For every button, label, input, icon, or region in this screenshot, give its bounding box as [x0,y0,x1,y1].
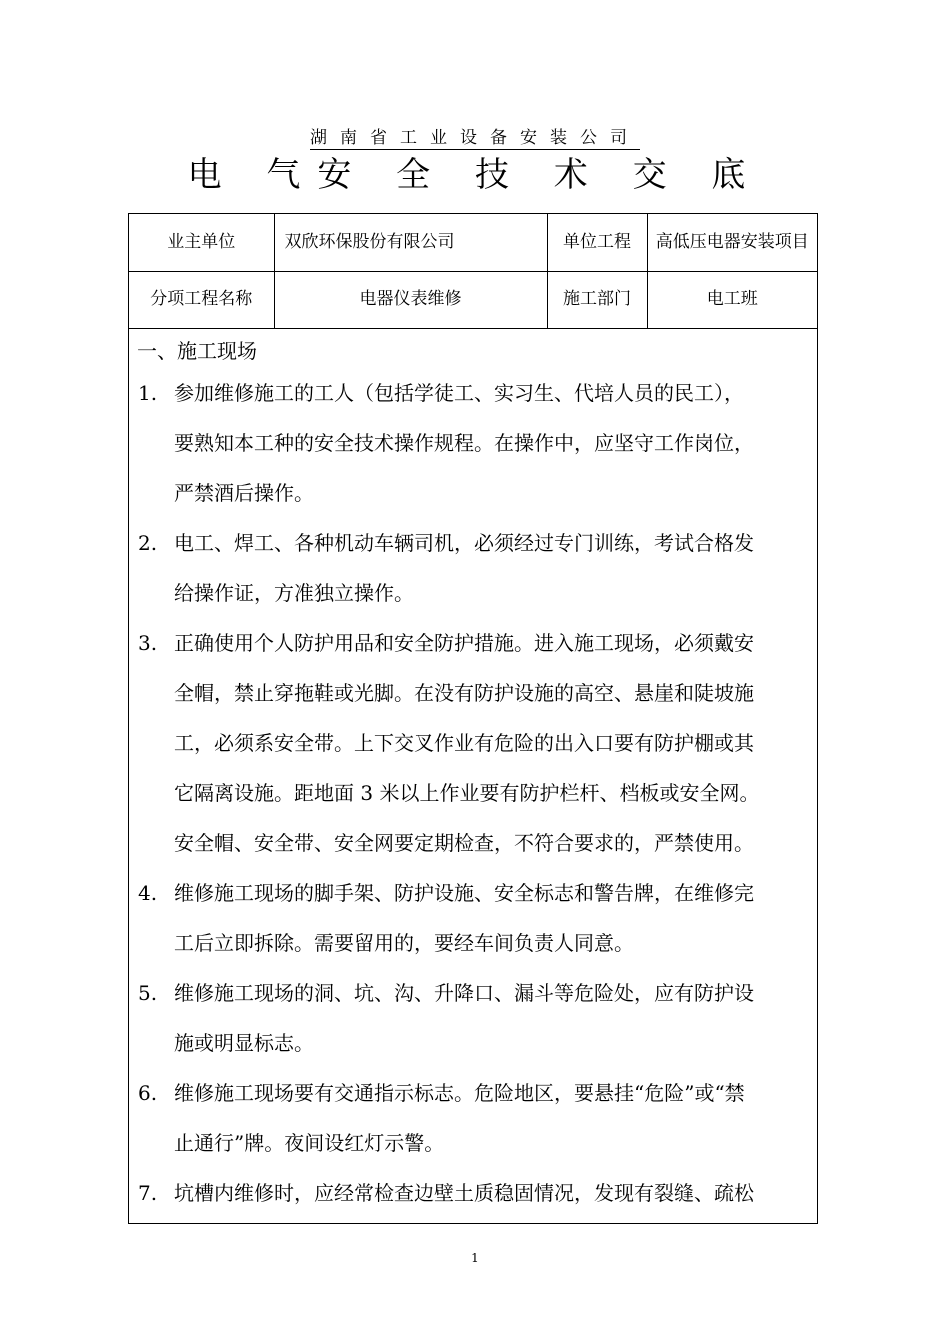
item-text-line: 工后立即拆除。需要留用的，要经车间负责人同意。 [174,931,634,955]
item-text-line: 维修施工现场要有交通指示标志。危险地区，要悬挂“危险”或“禁 [174,1081,745,1105]
item-text-line: 安全帽、安全带、安全网要定期检查，不符合要求的，严禁使用。 [174,831,754,855]
item-text-line: 正确使用个人防护用品和安全防护措施。进入施工现场，必须戴安 [174,631,754,655]
item-text-line: 参加维修施工的工人（包括学徒工、实习生、代培人员的民工）， [174,381,744,405]
unit-project-value: 高低压电器安装项目 [647,214,817,271]
item-number: 4. [138,881,158,905]
item-text-line: 要熟知本工种的安全技术操作规程。在操作中，应坚守工作岗位， [174,431,754,455]
unit-project-label: 单位工程 [547,214,647,271]
item-text-line: 全帽，禁止穿拖鞋或光脚。在没有防护设施的高空、悬崖和陡坡施 [174,681,754,705]
disclosure-form [128,213,818,1224]
department-label: 施工部门 [547,271,647,328]
disclosure-body [129,328,817,1218]
item-number: 2. [138,531,158,555]
item-text-line: 给操作证，方准独立操作。 [174,581,414,605]
info-row-subproject [129,271,817,328]
item-text-line: 维修施工现场的洞、坑、沟、升降口、漏斗等危险处，应有防护设 [174,981,754,1005]
list-item [129,518,817,618]
item-number: 3. [138,631,158,655]
item-number: 6. [138,1081,158,1105]
section-title: 一、施工现场 [137,339,257,363]
list-item [129,618,817,868]
list-item [129,1068,817,1168]
sub-project-value: 电器仪表维修 [274,271,547,328]
list-item [129,868,817,968]
item-text-line: 它隔离设施。距地面 3 米以上作业要有防护栏杆、档板或安全网。 [174,781,760,805]
page-number: 1 [471,1251,479,1265]
item-text-line: 止通行”牌。夜间设红灯示警。 [174,1131,445,1155]
item-number: 5. [138,981,158,1005]
document-title: 电 气安 全 技 术 交 底 [187,155,763,195]
item-text-line: 严禁酒后操作。 [174,481,314,505]
list-item [129,368,817,518]
item-text-line: 施或明显标志。 [174,1031,314,1055]
item-text-line: 工，必须系安全带。上下交叉作业有危险的出入口要有防护棚或其 [174,731,754,755]
item-text-line: 坑槽内维修时，应经常检查边壁土质稳固情况，发现有裂缝、疏松 [174,1181,754,1205]
item-number: 7. [138,1181,158,1205]
company-name: 湖南省工业设备安装公司 [310,128,640,148]
info-table [129,214,817,329]
item-text-line: 维修施工现场的脚手架、防护设施、安全标志和警告牌，在维修完 [174,881,754,905]
owner-value: 双欣环保股份有限公司 [274,214,547,271]
info-row-owner [129,214,817,271]
sub-project-label: 分项工程名称 [129,271,274,328]
item-text-line: 电工、焊工、各种机动车辆司机，必须经过专门训练，考试合格发 [174,531,754,555]
item-list [129,368,817,1218]
item-number: 1. [138,381,158,405]
list-item [129,968,817,1068]
owner-label: 业主单位 [129,214,274,271]
department-value: 电工班 [647,271,817,328]
list-item [129,1168,817,1218]
